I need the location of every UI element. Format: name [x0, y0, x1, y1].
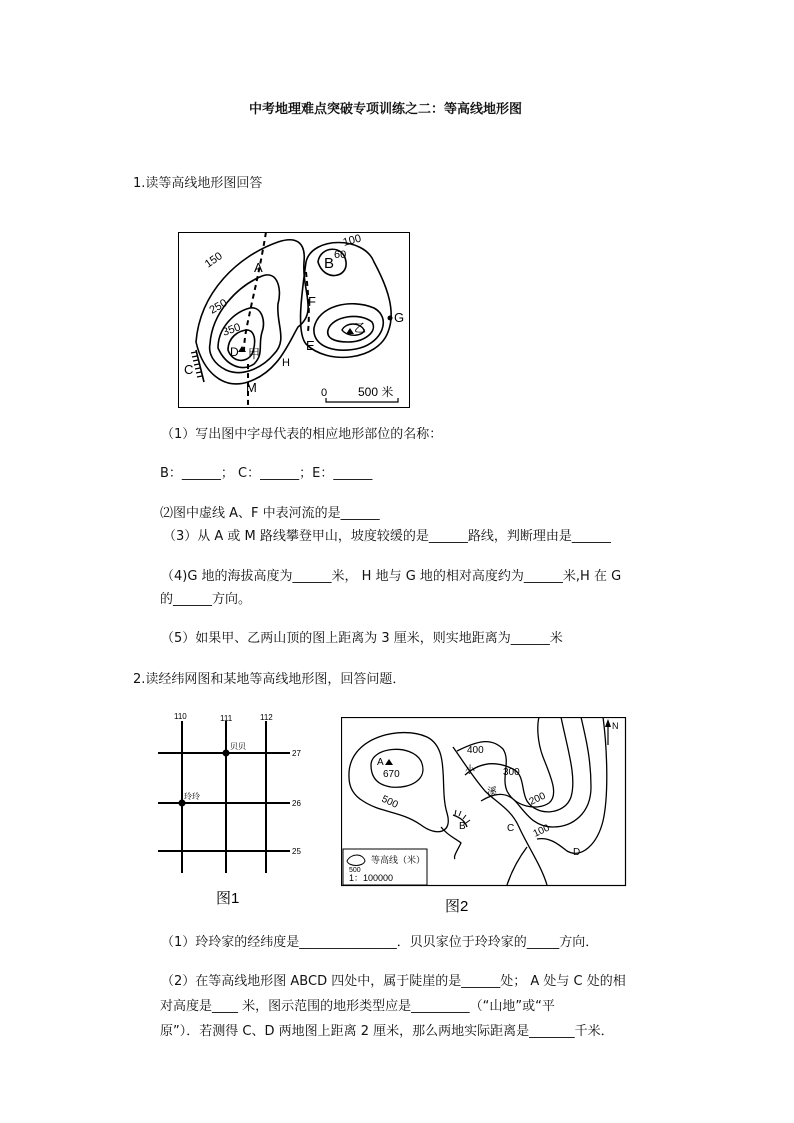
label-400: 400	[467, 745, 484, 756]
label-yi: 乙	[354, 321, 367, 335]
legend-text: 等高线（米）	[371, 855, 426, 865]
label-lingling: 玲玲	[184, 792, 200, 801]
letter-A: A	[254, 260, 263, 275]
q1-contour-map	[178, 232, 410, 408]
lat-25: 25	[292, 847, 301, 856]
label-jia: 甲	[248, 347, 261, 361]
peak-A-label: A	[377, 757, 384, 768]
q2-sub1: （1）玲玲家的经纬度是_______________．贝贝家位于玲玲家的_____方向．	[161, 935, 599, 950]
letter-M: M	[246, 380, 257, 395]
q2-fig2-map	[341, 717, 629, 919]
label-100: 100	[531, 822, 552, 840]
question-1-heading: 1.读等高线地形图回答	[133, 176, 263, 191]
document-title: 中考地理难点突破专项训练之二：等高线地形图	[249, 102, 523, 117]
q1-sub1: （1）写出图中字母代表的相应地形部位的名称：	[161, 427, 443, 442]
stream-char-1: 小	[465, 765, 475, 776]
q2-fig1-grid	[158, 709, 308, 909]
lat-27: 27	[292, 749, 301, 758]
north-label: N	[612, 721, 619, 731]
lon-111: 111	[220, 714, 233, 723]
letter-D: D	[573, 847, 581, 858]
label-300: 300	[503, 767, 520, 778]
legend-value: 500	[349, 867, 361, 874]
label-150: 150	[202, 250, 225, 271]
letter-G: G	[394, 310, 405, 325]
label-60: 60	[334, 249, 347, 261]
lon-110: 110	[174, 712, 187, 721]
letter-F: F	[308, 294, 316, 309]
q1-sub4-line1: （4)G 地的海拔高度为______米， H 地与 G 地的相对高度约为______米,H 在 G	[161, 569, 622, 584]
label-200: 200	[527, 790, 548, 808]
point-G	[388, 316, 393, 321]
lon-112: 112	[260, 713, 273, 722]
q1-sub5: （5）如果甲、乙两山顶的图上距离为 3 厘米，则实地距离为______米	[161, 631, 563, 646]
fig1-caption: 图1	[216, 890, 240, 907]
label-250: 250	[207, 297, 230, 317]
stream-char-2: 溪	[487, 787, 497, 798]
label-500: 500	[379, 793, 400, 811]
label-350: 350	[220, 321, 243, 339]
letter-B: B	[459, 821, 466, 832]
point-beibei	[223, 750, 230, 757]
letter-B: B	[324, 255, 335, 272]
peak-A-height: 670	[383, 769, 400, 780]
legend-scale: 1：100000	[349, 873, 394, 883]
scale-zero: 0	[321, 387, 328, 399]
q2-sub2-line1: （2）在等高线地形图 ABCD 四处中，属于陡崖的是______处； A 处与 C 处的相	[161, 974, 626, 989]
fig2-caption: 图2	[445, 898, 469, 915]
label-100: 100	[341, 232, 363, 249]
scale-text: 500 米	[358, 385, 394, 399]
label-H: H	[282, 357, 290, 369]
q1-sub1-answers: B：______； C：______；E：______	[160, 466, 373, 481]
letter-D: D	[230, 345, 239, 359]
letter-C: C	[184, 362, 194, 377]
q1-sub4-line2: 的______方向。	[160, 592, 252, 607]
question-2-heading: 2.读经纬网图和某地等高线地形图，回答问题．	[133, 672, 406, 687]
lat-26: 26	[292, 799, 301, 808]
q1-sub2: ⑵图中虚线 A、F 中表河流的是______	[160, 506, 380, 521]
letter-E: E	[306, 338, 315, 353]
letter-C: C	[507, 823, 515, 834]
q2-sub2-line2: 对高度是____ 米，图示范围的地形类型应是_________（“山地”或“平	[160, 999, 555, 1014]
q1-sub3: （3）从 A 或 M 路线攀登甲山，坡度较缓的是______路线，判断理由是______	[163, 529, 611, 544]
q2-sub2-line3: 原”）．若测得 C、D 两地图上距离 2 厘米，那么两地实际距离是_______千米．	[160, 1024, 614, 1039]
label-beibei: 贝贝	[230, 742, 246, 751]
